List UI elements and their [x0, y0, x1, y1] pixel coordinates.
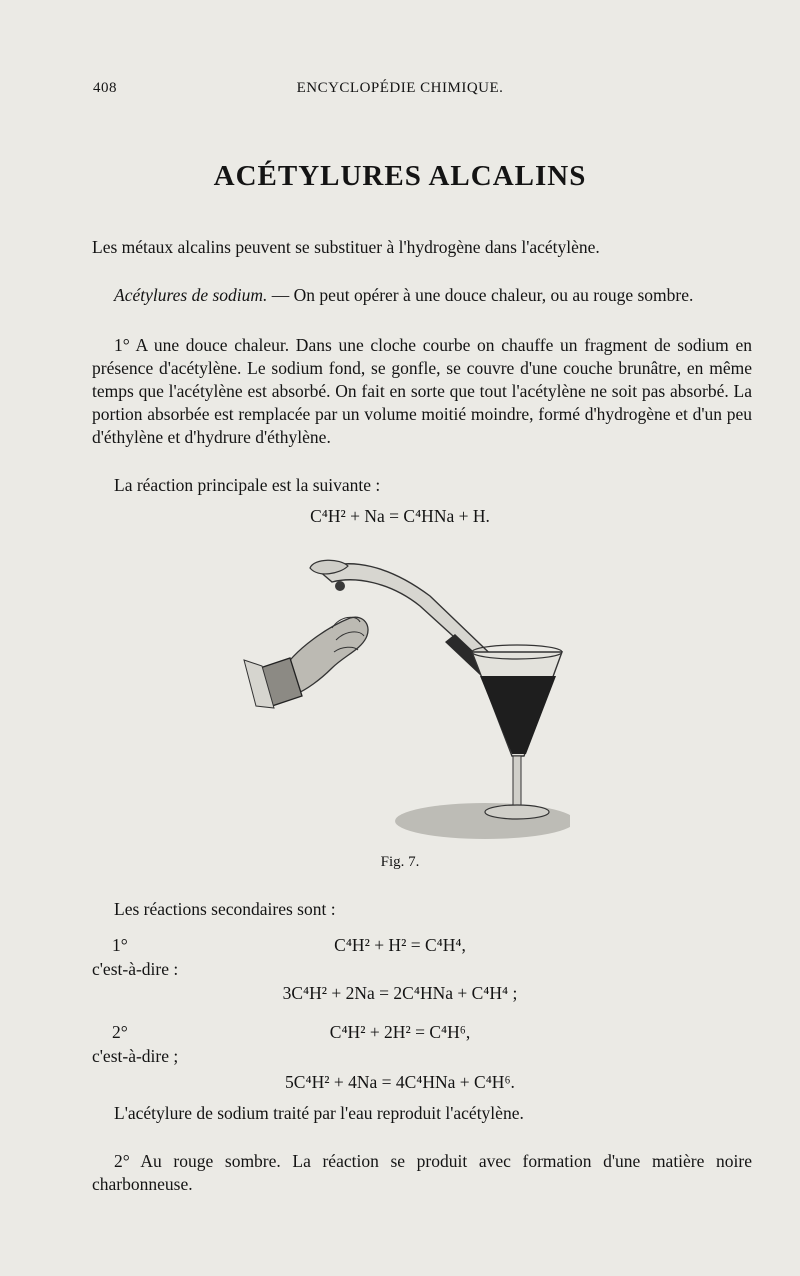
figure-caption: Fig. 7. — [380, 854, 420, 870]
figure-7 — [240, 556, 570, 846]
page-header — [0, 80, 800, 106]
equation-main: C⁴H² + Na = C⁴HNa + H. — [310, 506, 490, 526]
vessel-stem — [513, 756, 521, 808]
main-reaction-intro: La réaction principale est la suivante : — [114, 475, 381, 495]
reaction-1-equation-full: 3C⁴H² + 2Na = 2C⁴HNa + C⁴H⁴ ; — [282, 983, 518, 1003]
running-title: ENCYCLOPÉDIE CHIMIQUE. — [296, 80, 504, 96]
vessel-foot — [485, 805, 549, 819]
sodium-text: — On peut opérer à une douce chaleur, ou au rouge sombre. — [267, 285, 694, 305]
sodium-fragment — [335, 581, 345, 591]
figure-illustration — [240, 556, 570, 846]
vessel-liquid — [480, 676, 556, 754]
sodium-heading: Acétylures de sodium. — [114, 285, 268, 305]
reaction-2-label: 2° — [112, 1022, 128, 1042]
reaction-2-equation: C⁴H² + 2H² = C⁴H⁶, — [329, 1022, 471, 1042]
reaction-1-label: 1° — [112, 935, 128, 955]
reaction-1-equation: C⁴H² + H² = C⁴H⁴, — [334, 935, 466, 955]
intro-paragraph: Les métaux alcalins peuvent se substituer à l'hydrogène dans l'acétylène. — [92, 237, 600, 257]
conclusion-paragraph: L'acétylure de sodium traité par l'eau reproduit l'acétylène. — [114, 1103, 524, 1123]
secondary-reactions-intro: Les réactions secondaires sont : — [114, 899, 336, 919]
reaction-2-equation-full: 5C⁴H² + 4Na = 4C⁴HNa + C⁴H⁶. — [285, 1072, 515, 1092]
paragraph-douce-chaleur: 1° A une douce chaleur. Dans une cloche courbe on chauffe un fragment de sodium en présence d'acétylène. Le sodium fond, se gonfle, se couvre d'une couche brunâtre, en même temps que l'acétylène est absorbé. On fait en sorte que tout l'acétylène ne soit pas absorbé. La portion absorbée est remplacée par un volume moitié moindre, formé d'hydrogène et d'un peu d'éthylène et d'hydrure d'éthylène. — [92, 335, 752, 447]
paragraph-rouge-sombre: 2° Au rouge sombre. La réaction se produit avec formation d'une matière noire charbonneuse. — [92, 1151, 752, 1194]
reaction-1-cest-a-dire: c'est-à-dire : — [92, 959, 179, 979]
section-title: ACÉTYLURES ALCALINS — [213, 160, 587, 192]
sodium-paragraph — [92, 284, 752, 307]
page-number: 408 — [93, 80, 117, 96]
reaction-2-cest-a-dire: c'est-à-dire ; — [92, 1046, 179, 1066]
